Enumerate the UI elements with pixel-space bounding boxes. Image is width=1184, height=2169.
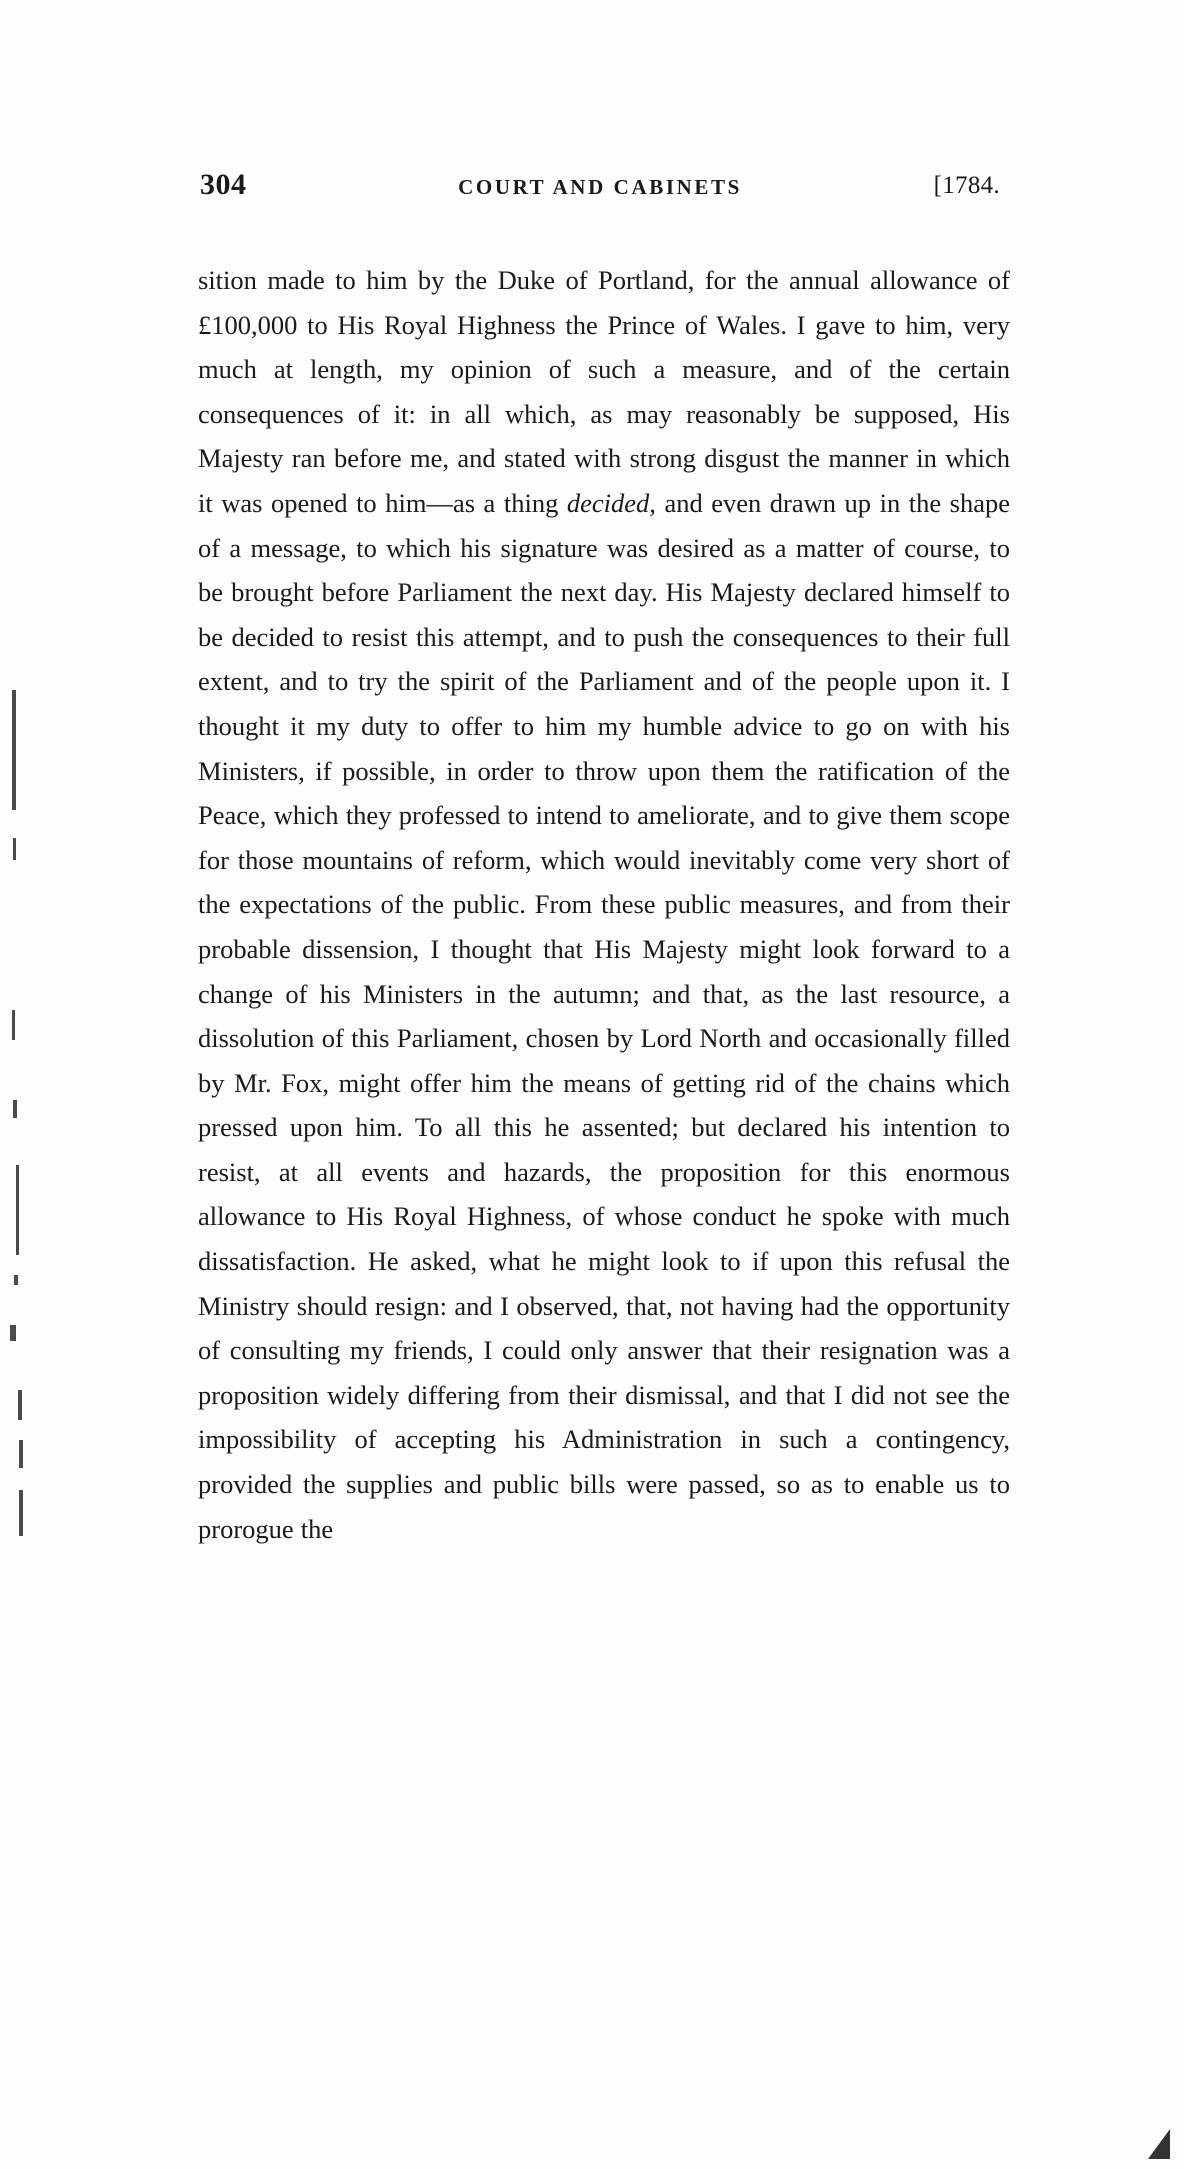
paragraph-part-2: and even drawn up in the shape of a message, to which his signature was desired as a matter of course, to be brought before Parliament the next day. His Majesty declared himself to be decided to resist this attempt, and to push the consequences to their full extent, and to try the spirit of the Parliament and of the people upon it. I thought it my duty to offer to him my humble advice to go on with his Ministers, if possible, in order to throw upon them the ratification of the Peace, which they professed to intend to ameliorate, and to give them scope for those mountains of reform, which would inevitably come very short of the expectations of the public. From these public measures, and from their probable dissension, I thought that His Majesty might look forward to a change of his Ministers in the autumn; and that, as the last resource, a dissolution of this Parliament, chosen by Lord North and occasionally filled by Mr. Fox, might offer him the means of getting rid of the chains which pressed upon him. To all this he assented; but declared his intention to resist, at all events and hazards, the proposition for this enormous allowance to His Royal Highness, of whose conduct he spoke with much dissatisfaction. He asked, what he might look to if upon this refusal the Ministry should resign: and I observed, that, not having had the opportunity of consulting my friends, I could only answer that their resignation was a proposition widely differing from their dismissal, and that I did not see the impossibility of accepting his Administration in such a contingency, provided the supplies and public bills were passed, so as to enable us to prorogue the bbox=[198, 487, 1010, 1544]
corner-scan-mark bbox=[1148, 2129, 1170, 2159]
year-bracket: [1784. bbox=[933, 172, 1000, 199]
running-head: COURT AND CABINETS bbox=[458, 175, 742, 199]
body-paragraph bbox=[198, 258, 1010, 1551]
scan-artifacts bbox=[0, 0, 40, 2169]
page-header bbox=[200, 168, 1000, 208]
emphasised-word: decided, bbox=[566, 487, 656, 518]
paragraph-part-1: sition made to him by the Duke of Portland, for the annual allowance of £100,000 to His Royal Highness the Prince of Wales. I gave to him, very much at length, my opinion of such a measure, and of the certain consequences of it: in all which, as may reasonably be supposed, His Majesty ran before me, and stated with strong disgust the manner in which it was opened to him—as a thing bbox=[198, 265, 1010, 518]
body-text-block bbox=[198, 258, 1010, 1551]
page-number: 304 bbox=[200, 168, 247, 201]
